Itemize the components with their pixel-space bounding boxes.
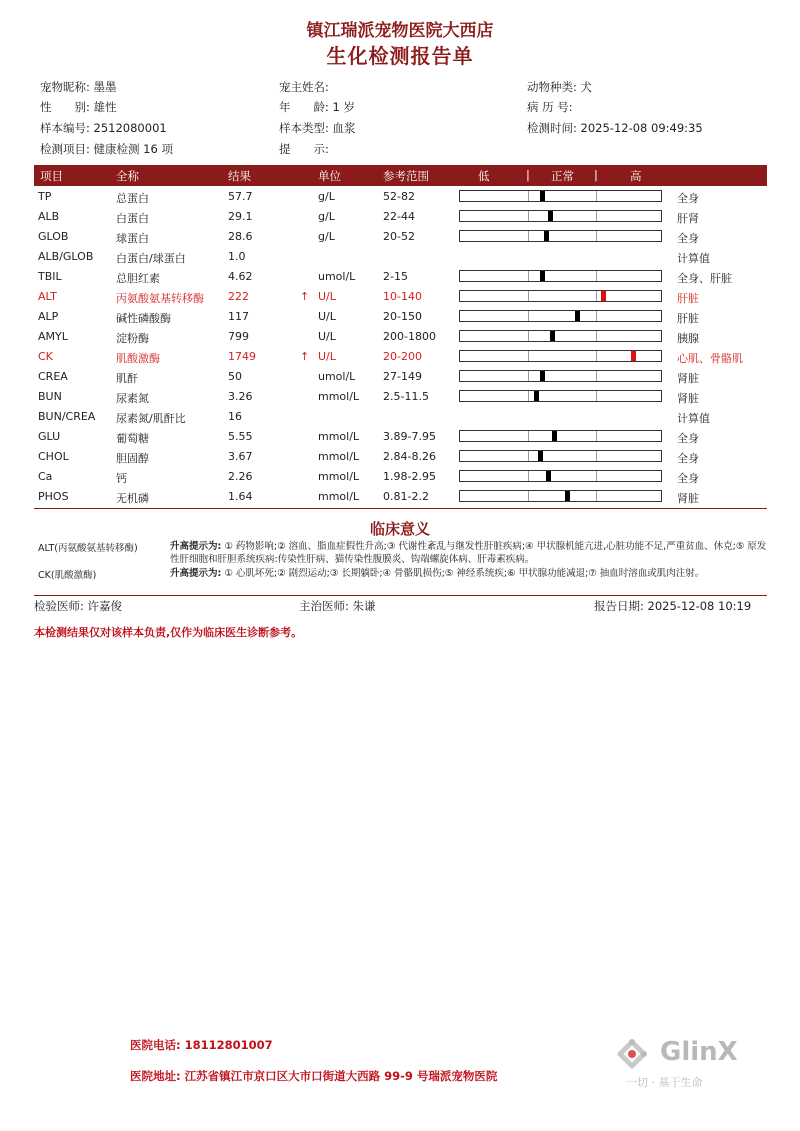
species-field [527, 79, 592, 95]
reference-range-bar [459, 350, 662, 362]
row-organ: 全身 [677, 192, 699, 205]
value-marker [534, 391, 539, 401]
row-organ: 计算值 [677, 252, 710, 265]
row-organ: 肝脏 [677, 292, 699, 305]
col-high: 高 [630, 169, 642, 183]
reference-range-bar [459, 470, 662, 482]
clinical-divider [34, 595, 767, 596]
value-marker [540, 271, 545, 281]
glinx-slogan: 一切 · 基于生命 [626, 1076, 703, 1089]
bar-divider [596, 311, 597, 321]
row-item-name: 碱性磷酸酶 [116, 312, 171, 325]
row-unit: U/L [318, 310, 336, 323]
reference-range-bar [459, 390, 662, 402]
row-result: 799 [228, 330, 249, 343]
species-label: 动物种类: [527, 80, 577, 94]
row-unit: g/L [318, 210, 335, 223]
sample-no-field [40, 120, 167, 136]
row-range: 2.84-8.26 [383, 450, 436, 463]
hint-field [279, 141, 329, 157]
reference-range-bar [459, 450, 662, 462]
row-unit: mmol/L [318, 430, 360, 443]
bar-divider [528, 331, 529, 341]
value-marker [550, 331, 555, 341]
test-item-field [40, 141, 173, 157]
row-range: 1.98-2.95 [383, 470, 436, 483]
age-label: 年 龄: [279, 100, 329, 114]
col-item: 项目 [40, 169, 63, 183]
clinical-item-text [170, 567, 768, 580]
row-item-code: PHOS [38, 490, 69, 503]
row-unit: U/L [318, 350, 336, 363]
report-date-label: 报告日期: [594, 599, 644, 613]
row-result: 29.1 [228, 210, 253, 223]
row-unit: mmol/L [318, 390, 360, 403]
sample-no-label: 样本编号: [40, 121, 90, 135]
owner-label: 宠主姓名: [279, 80, 329, 94]
clinical-item-name: ALT(丙氨酸氨基转移酶) [38, 543, 138, 554]
table-row [0, 267, 800, 287]
row-item-code: CK [38, 350, 53, 363]
row-result: 117 [228, 310, 249, 323]
row-item-code: CREA [38, 370, 68, 383]
row-range: 20-200 [383, 350, 422, 363]
row-range: 2.5-11.5 [383, 390, 429, 403]
reference-range-bar [459, 370, 662, 382]
reference-range-bar [459, 270, 662, 282]
row-result: 2.26 [228, 470, 253, 483]
row-item-code: AMYL [38, 330, 68, 343]
row-item-code: Ca [38, 470, 53, 483]
test-time-field [527, 120, 703, 136]
table-bottom-divider [34, 508, 767, 509]
clinical-item-text [170, 540, 768, 566]
reference-range-bar [459, 290, 662, 302]
row-unit: mmol/L [318, 490, 360, 503]
row-organ: 全身 [677, 232, 699, 245]
bar-divider [528, 371, 529, 381]
row-unit: umol/L [318, 270, 356, 283]
table-row [0, 187, 800, 207]
owner-field [279, 79, 329, 95]
row-range: 20-150 [383, 310, 422, 323]
test-time-value: 2025-12-08 09:49:35 [580, 121, 703, 135]
bar-divider [596, 371, 597, 381]
value-marker [601, 291, 606, 301]
col-name: 全称 [116, 169, 139, 183]
row-result: 50 [228, 370, 242, 383]
reference-range-bar [459, 210, 662, 222]
reference-range-bar [459, 190, 662, 202]
row-result: 57.7 [228, 190, 253, 203]
row-item-name: 球蛋白 [116, 232, 149, 245]
col-unit: 单位 [318, 169, 341, 183]
test-time-label: 检测时间: [527, 121, 577, 135]
report-date-value: 2025-12-08 10:19 [647, 599, 752, 613]
row-result: 4.62 [228, 270, 253, 283]
row-organ: 全身 [677, 432, 699, 445]
bar-divider [596, 191, 597, 201]
inspector-label: 检验医师: [34, 599, 84, 613]
table-row [0, 227, 800, 247]
row-range: 27-149 [383, 370, 422, 383]
row-organ: 全身 [677, 472, 699, 485]
attending-value: 朱谦 [352, 599, 376, 613]
row-result: 1.0 [228, 250, 246, 263]
bar-divider [528, 231, 529, 241]
results-table-header [34, 165, 767, 186]
bar-divider [528, 351, 529, 361]
row-result: 3.26 [228, 390, 253, 403]
row-organ: 肾脏 [677, 372, 699, 385]
bar-divider [596, 491, 597, 501]
row-high-arrow: ↑ [300, 350, 310, 363]
value-marker [538, 451, 543, 461]
disclaimer: 本检测结果仅对该样本负责,仅作为临床医生诊断参考。 [34, 626, 303, 639]
row-item-code: GLOB [38, 230, 69, 243]
row-result: 3.67 [228, 450, 253, 463]
value-marker [565, 491, 570, 501]
row-item-name: 淀粉酶 [116, 332, 149, 345]
table-row [0, 207, 800, 227]
table-row [0, 247, 800, 267]
row-unit: mmol/L [318, 450, 360, 463]
table-row [0, 467, 800, 487]
inspector-field [34, 598, 122, 614]
row-item-name: 尿素氮 [116, 392, 149, 405]
row-range: 22-44 [383, 210, 415, 223]
value-marker [540, 371, 545, 381]
reference-range-bar [459, 330, 662, 342]
row-unit: U/L [318, 330, 336, 343]
row-item-name: 总蛋白 [116, 192, 149, 205]
row-item-name: 总胆红素 [116, 272, 160, 285]
test-item-value: 健康检测 16 项 [93, 142, 173, 156]
report-date-field [594, 598, 751, 614]
hint-label: 提 示: [279, 142, 329, 156]
record-field [527, 99, 573, 115]
pet-name-label: 宠物昵称: [40, 80, 90, 94]
value-marker [575, 311, 580, 321]
row-item-name: 肌酐 [116, 372, 138, 385]
address-value: 江苏省镇江市京口区大市口街道大西路 99-9 号瑞派宠物医院 [184, 1069, 498, 1083]
row-item-name: 白蛋白/球蛋白 [116, 252, 186, 265]
row-item-code: ALP [38, 310, 59, 323]
row-item-code: CHOL [38, 450, 69, 463]
value-marker [546, 471, 551, 481]
bar-divider [596, 471, 597, 481]
bar-divider [596, 391, 597, 401]
table-row [0, 487, 800, 507]
hospital-address [130, 1068, 497, 1084]
reference-range-bar [459, 430, 662, 442]
clinical-title: 临床意义 [369, 520, 430, 538]
bar-divider [528, 451, 529, 461]
row-result: 5.55 [228, 430, 253, 443]
row-organ: 肾脏 [677, 492, 699, 505]
hospital-phone [130, 1037, 273, 1053]
sex-field [40, 99, 117, 115]
age-field [279, 99, 355, 115]
bar-divider [596, 271, 597, 281]
value-marker [552, 431, 557, 441]
record-label: 病 历 号: [527, 100, 573, 114]
clinical-item-detail: ① 心肌坏死;② 剧烈运动;③ 长期躺卧;④ 骨骼肌损伤;⑤ 神经系统疾;⑥ 甲状腺功能减退;⑦ 抽血时溶血或肌肉注射。 [224, 568, 705, 579]
table-row [0, 447, 800, 467]
report-title: 生化检测报告单 [326, 44, 474, 68]
clinical-item-label: 升高提示为: [170, 568, 222, 579]
row-range: 200-1800 [383, 330, 436, 343]
table-row [0, 287, 800, 307]
pet-name-value: 墨墨 [93, 80, 117, 94]
row-item-code: GLU [38, 430, 61, 443]
bar-divider [596, 451, 597, 461]
table-row [0, 307, 800, 327]
species-value: 犬 [580, 80, 593, 94]
sex-label: 性 别: [40, 100, 90, 114]
col-result: 结果 [228, 169, 251, 183]
row-range: 0.81-2.2 [383, 490, 429, 503]
sample-type-field [279, 120, 356, 136]
clinical-item-detail: ① 药物影响;② 溶血、脂血症假性升高;③ 代谢性紊乱与继发性肝脏疾病;④ 甲状腺机能亢进,心脏功能不足,严重贫血、休克;⑤ 原发性肝细胞和肝胆系统疾病:传染性肝病、猫传染性腹膜炎、钩端螺旋体病、肝毒素疾病。 [170, 541, 767, 565]
table-row [0, 347, 800, 367]
row-item-name: 肌酸激酶 [116, 352, 160, 365]
row-organ: 肾脏 [677, 392, 699, 405]
reference-range-bar [459, 490, 662, 502]
age-value: 1 岁 [332, 100, 356, 114]
row-item-name: 钙 [116, 472, 127, 485]
col-range: 参考范围 [383, 169, 429, 183]
row-range: 3.89-7.95 [383, 430, 436, 443]
value-marker [548, 211, 553, 221]
row-organ: 计算值 [677, 412, 710, 425]
bar-divider [596, 211, 597, 221]
phone-value: 18112801007 [184, 1038, 273, 1052]
row-unit: g/L [318, 230, 335, 243]
attending-label: 主治医师: [299, 599, 349, 613]
col-sep-1: | [526, 168, 530, 182]
sex-value: 雄性 [93, 100, 117, 114]
bar-divider [528, 311, 529, 321]
row-item-name: 丙氨酸氨基转移酶 [116, 292, 204, 305]
col-sep-2: | [594, 168, 598, 182]
col-low: 低 [478, 169, 490, 183]
sample-no-value: 2512080001 [93, 121, 167, 135]
row-item-code: BUN/CREA [38, 410, 96, 423]
table-row [0, 427, 800, 447]
row-item-code: ALB [38, 210, 60, 223]
bar-divider [528, 191, 529, 201]
row-organ: 肝脏 [677, 312, 699, 325]
attending-field [299, 598, 376, 614]
pet-name-field [40, 79, 117, 95]
bar-divider [596, 231, 597, 241]
sample-type-label: 样本类型: [279, 121, 329, 135]
row-item-code: ALT [38, 290, 57, 303]
row-unit: umol/L [318, 370, 356, 383]
row-organ: 全身 [677, 452, 699, 465]
row-unit: U/L [318, 290, 336, 303]
row-result: 1749 [228, 350, 256, 363]
bar-divider [528, 471, 529, 481]
row-unit: g/L [318, 190, 335, 203]
hospital-name: 镇江瑞派宠物医院大西店 [306, 21, 494, 41]
table-row [0, 407, 800, 427]
row-range: 2-15 [383, 270, 408, 283]
table-row [0, 327, 800, 347]
row-range: 10-140 [383, 290, 422, 303]
bar-divider [596, 331, 597, 341]
table-row [0, 387, 800, 407]
row-unit: mmol/L [318, 470, 360, 483]
inspector-value: 许嘉俊 [87, 599, 123, 613]
row-item-code: TP [38, 190, 52, 203]
row-organ: 全身、肝脏 [677, 272, 732, 285]
row-high-arrow: ↑ [300, 290, 310, 303]
value-marker [631, 351, 636, 361]
col-normal: 正常 [551, 169, 574, 183]
glinx-molecule-icon [610, 1032, 654, 1076]
row-organ: 肝肾 [677, 212, 699, 225]
value-marker [544, 231, 549, 241]
bar-divider [528, 291, 529, 301]
table-row [0, 367, 800, 387]
bar-divider [596, 291, 597, 301]
bar-divider [528, 491, 529, 501]
row-item-name: 白蛋白 [116, 212, 149, 225]
bar-divider [596, 431, 597, 441]
row-result: 222 [228, 290, 249, 303]
reference-range-bar [459, 230, 662, 242]
row-item-name: 葡萄糖 [116, 432, 149, 445]
row-item-name: 无机磷 [116, 492, 149, 505]
bar-divider [528, 391, 529, 401]
glinx-logo-text: GlinX [660, 1037, 738, 1067]
phone-label: 医院电话: [130, 1038, 181, 1052]
row-item-name: 胆固醇 [116, 452, 149, 465]
clinical-item-name: CK(肌酸激酶) [38, 570, 97, 581]
bar-divider [528, 271, 529, 281]
row-result: 28.6 [228, 230, 253, 243]
row-organ: 心肌、骨骼肌 [677, 352, 743, 365]
sample-type-value: 血浆 [332, 121, 356, 135]
address-label: 医院地址: [130, 1069, 181, 1083]
row-item-name: 尿素氮/肌酐比 [116, 412, 186, 425]
clinical-item-label: 升高提示为: [170, 541, 222, 552]
bar-divider [528, 211, 529, 221]
row-item-code: TBIL [38, 270, 62, 283]
row-item-code: BUN [38, 390, 62, 403]
test-item-label: 检测项目: [40, 142, 90, 156]
bar-divider [528, 431, 529, 441]
row-item-code: ALB/GLOB [38, 250, 94, 263]
row-result: 1.64 [228, 490, 253, 503]
value-marker [540, 191, 545, 201]
row-range: 20-52 [383, 230, 415, 243]
row-range: 52-82 [383, 190, 415, 203]
reference-range-bar [459, 310, 662, 322]
row-result: 16 [228, 410, 242, 423]
row-organ: 胰腺 [677, 332, 699, 345]
bar-divider [596, 351, 597, 361]
